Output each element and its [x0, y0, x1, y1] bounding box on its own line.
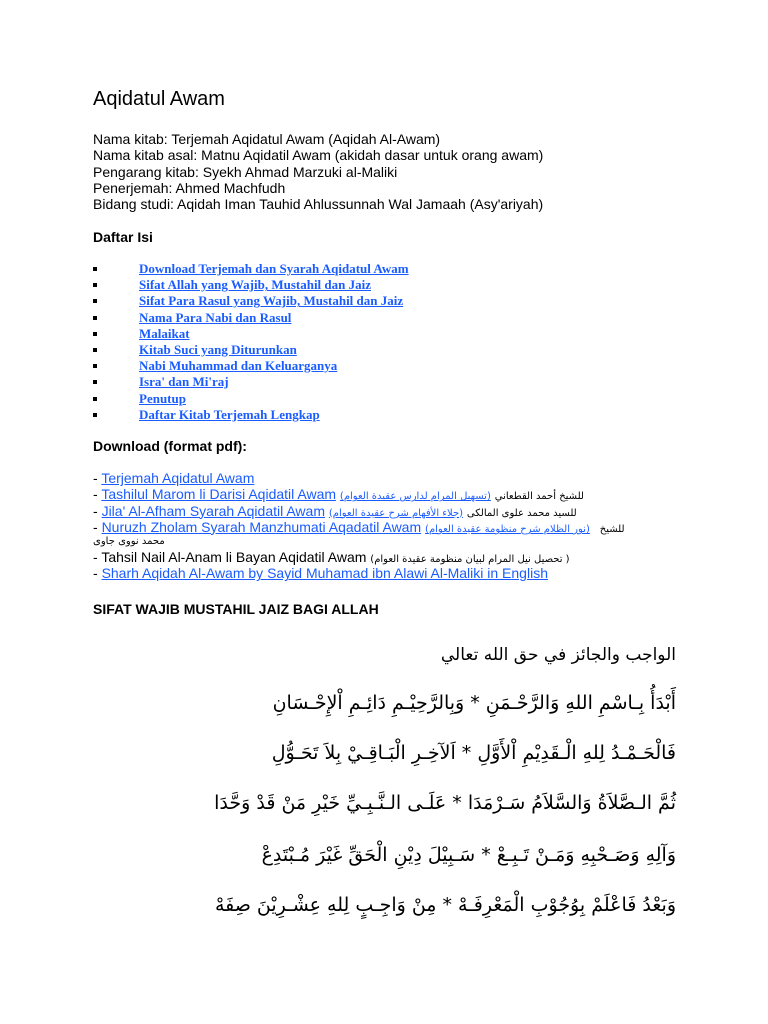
page-title: Aqidatul Awam [93, 88, 225, 110]
download-link-jila-al-afham[interactable]: Jila' Al-Afham Syarah Aqidatil Awam [101, 502, 325, 519]
meta-penerjemah: Penerjemah: Ahmed Machfudh [93, 179, 286, 196]
dash: - [93, 502, 102, 519]
dash: - [93, 518, 102, 535]
toc-link-isra-miraj[interactable]: Isra' dan Mi'raj [139, 374, 229, 390]
dash: - [93, 486, 102, 503]
toc-link-sifat-allah[interactable]: Sifat Allah yang Wajib, Mustahil dan Jaiz [139, 277, 372, 293]
toc-link-malaikat[interactable]: Malaikat [139, 325, 190, 341]
download-item [93, 470, 625, 486]
arabic-heading: الواجب والجائز في حق الله تعالي [440, 645, 676, 665]
author-arabic-continued: محمد نووى جاوى [93, 536, 165, 548]
toc-link-kitab-suci[interactable]: Kitab Suci yang Diturunkan [139, 341, 297, 357]
author-arabic: للسيد محمد علوى المالكى [466, 507, 577, 519]
arabic-verse-4: وَآلِهِ وَصَـحْبِهِ وَمَـنْ تَـبِـعْ * سَـبِيْلَ دِيْنِ الْحَقِّ غَيْرَ مُـبْتَدِعْ [261, 844, 676, 866]
bullet-icon [93, 364, 97, 368]
download-link-tashilul-marom[interactable]: Tashilul Marom li Darisi Aqidatil Awam [101, 486, 337, 503]
arabic-verse-1: أَبْدَأُ بِـاسْمِ اللهِ وَالرَّحْـمَنِ * وَبِالرَّحِيْـمِ دَائِـمِ اْلإِحْـسَانِ [272, 692, 676, 714]
download-link-arabic[interactable]: (نور الظلام شرح منظومة عقيدة العوام) [425, 523, 590, 535]
dash: - [93, 565, 102, 582]
toc-link-penutup[interactable]: Penutup [139, 390, 186, 406]
meta-kitab: Nama kitab: Terjemah Aqidatul Awam (Aqidah Al-Awam) [93, 131, 441, 147]
download-link-sharh-english[interactable]: Sharh Aqidah Al-Awam by Sayid Muhamad ibn Alawi Al-Maliki in English [101, 565, 548, 582]
download-list [93, 470, 625, 582]
meta-bidang-studi: Bidang studi: Aqidah Iman Tauhid Ahlussunnah Wal Jamaah (Asy'ariyah) [93, 196, 544, 213]
download-item [93, 565, 625, 581]
download-link-terjemah[interactable]: Terjemah Aqidatul Awam [101, 470, 255, 486]
download-link-arabic[interactable]: (جلاء الأفهام شرح عقيدة العوام) [328, 507, 464, 519]
toc-link-nama-nabi[interactable]: Nama Para Nabi dan Rasul [139, 309, 292, 325]
dash: - [93, 470, 102, 486]
toc-link-download[interactable]: Download Terjemah dan Syarah Aqidatul Awam [139, 261, 409, 276]
download-link-nuruzh-zholam[interactable]: Nuruzh Zholam Syarah Manzhumati Aqadatil Awam [101, 518, 422, 535]
bullet-icon [93, 332, 97, 336]
section-heading: SIFAT WAJIB MUSTAHIL JAIZ BAGI ALLAH [93, 601, 379, 617]
bullet-icon [93, 348, 97, 352]
arabic-verse-5: وَبَعْدُ فَاعْلَمْ بِوُجُوْبِ الْمَعْرِفَـهْ * مِنْ وَاجِـبٍ لِلهِ عِشْـرِيْنَ صِفَهْ [214, 894, 676, 916]
bullet-icon [93, 283, 97, 287]
download-link-arabic[interactable]: (تسهيل المرام لدارس عقيدة العوام) [339, 491, 491, 503]
bullet-icon [93, 380, 97, 384]
download-item [93, 549, 625, 565]
bullet-icon [93, 316, 97, 320]
toc-heading: Daftar Isi [93, 229, 153, 245]
toc-link-sifat-rasul[interactable]: Sifat Para Rasul yang Wajib, Mustahil dan Jaiz [139, 293, 404, 309]
arabic-verse-3: ثُمَّ الـصَّلاَةُ وَالسَّلاَمُ سَـرْمَدَا * عَلَـى الـنَّـبِـيِّ خَيْرِ مَنْ قَدْ وَحَّدَا [214, 792, 676, 814]
book-metadata [93, 131, 543, 212]
dash: - [93, 549, 102, 566]
toc-link-nabi-muhammad[interactable]: Nabi Muhammad dan Keluarganya [139, 358, 338, 374]
download-text-tahsil: Tahsil Nail Al-Anam li Bayan Aqidatil Awam [101, 549, 367, 566]
download-heading: Download (format pdf): [93, 438, 247, 454]
download-item [93, 519, 625, 549]
author-arabic: للشيخ [599, 523, 625, 535]
bullet-icon [93, 397, 97, 401]
bullet-icon [93, 299, 97, 303]
author-arabic: للشيخ أحمد القطعاني [494, 491, 584, 503]
meta-pengarang: Pengarang kitab: Syekh Ahmad Marzuki al-Maliki [93, 163, 398, 180]
bullet-icon [93, 413, 97, 417]
title-arabic: (تحصيل نيل المرام لبيان منظومة عقيدة العوام ) [370, 554, 570, 566]
download-item [93, 503, 625, 519]
arabic-verse-2: فَالْحَـمْـدُ لِلهِ الْـقَدِيْمِ اْلأَوَّلِ * اَلآخِـرِ الْبَـاقِـيْ بِلاَ تَحَـوُّلِ [271, 742, 676, 764]
meta-kitab-asal: Nama kitab asal: Matnu Aqidatil Awam (akidah dasar untuk orang awam) [93, 147, 544, 164]
toc-link-daftar-kitab[interactable]: Daftar Kitab Terjemah Lengkap [139, 406, 320, 422]
download-item [93, 486, 625, 502]
bullet-icon [93, 267, 97, 271]
